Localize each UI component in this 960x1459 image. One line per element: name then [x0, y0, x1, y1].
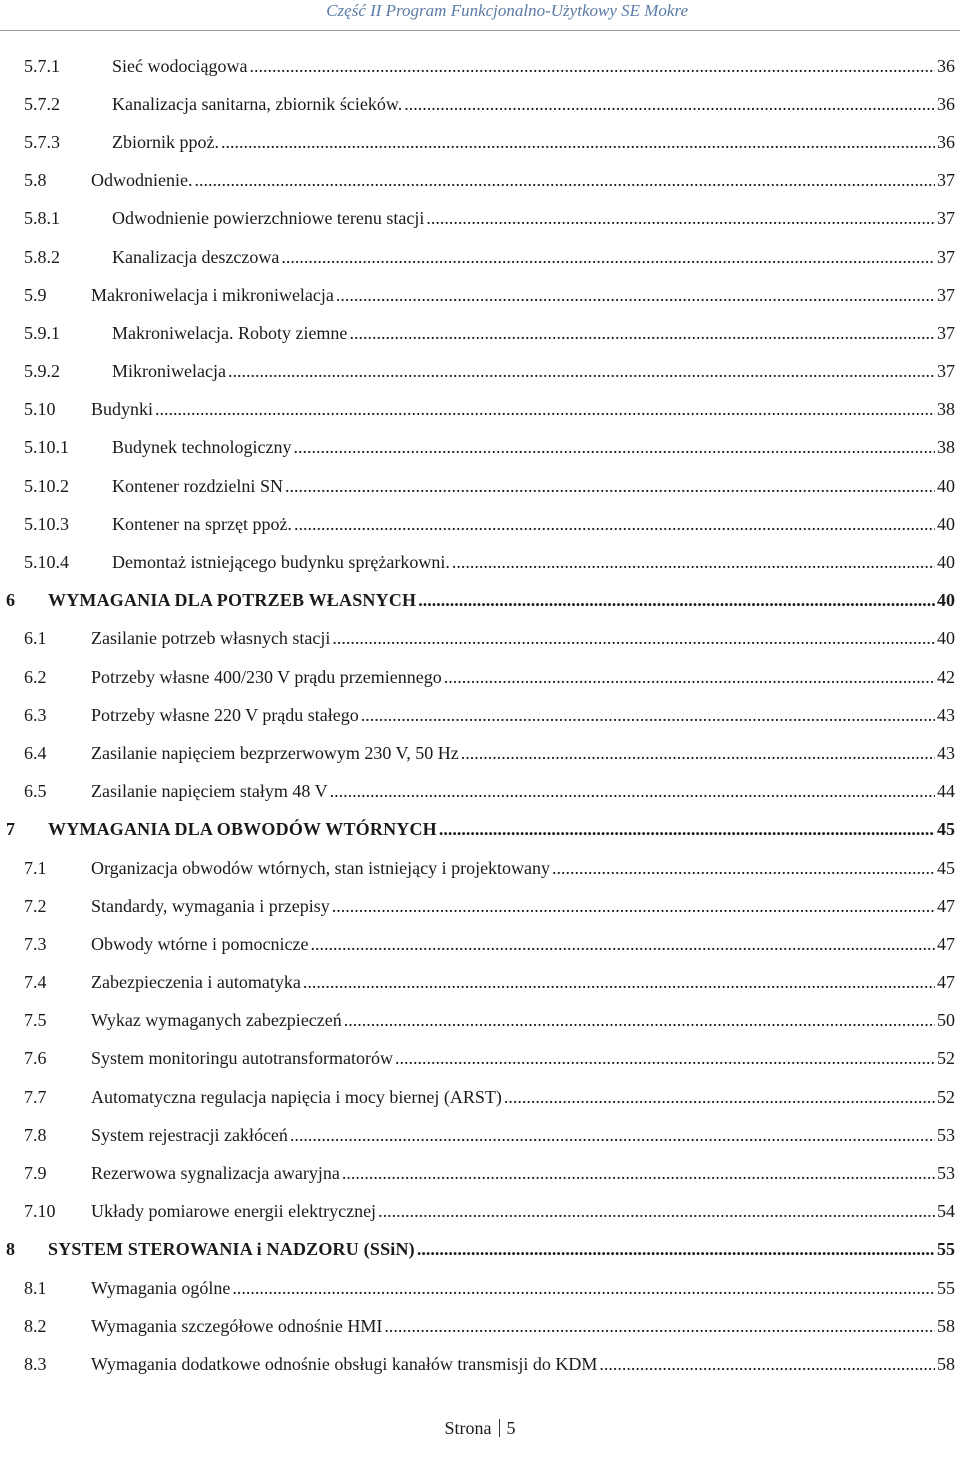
toc-entry-line	[112, 361, 955, 382]
toc-entry-title[interactable]: Kontener rozdzielni SN	[112, 475, 283, 496]
toc-entry-line	[112, 514, 955, 535]
toc-entry-line	[91, 1201, 955, 1222]
toc-entry[interactable]	[0, 1345, 960, 1383]
dot-leader	[285, 476, 935, 497]
toc-entry[interactable]	[0, 467, 960, 505]
toc-entry-line	[48, 819, 955, 840]
toc-entry-title[interactable]: Zasilanie potrzeb własnych stacji	[91, 628, 331, 649]
toc-entry-line	[91, 667, 955, 688]
dot-leader	[228, 361, 935, 382]
dot-leader	[303, 972, 935, 993]
toc-entry-number: 7.7	[24, 1086, 47, 1107]
toc-entry[interactable]	[0, 849, 960, 887]
toc-entry-title[interactable]: Potrzeby własne 400/230 V prądu przemiennego	[91, 666, 442, 687]
footer-separator	[499, 1419, 500, 1437]
toc-entry-page: 40	[937, 590, 955, 611]
dot-leader	[504, 1087, 935, 1108]
dot-leader	[361, 705, 935, 726]
toc-entry-page: 40	[937, 475, 955, 496]
toc-entry-title[interactable]: Obwody wtórne i pomocnicze	[91, 933, 309, 954]
toc-entry-page: 43	[937, 704, 955, 725]
toc-entry-number: 5.10.2	[24, 475, 69, 496]
toc-entry-page: 58	[937, 1353, 955, 1374]
dot-leader	[444, 667, 935, 688]
toc-entry-title[interactable]: Standardy, wymagania i przepisy	[91, 895, 330, 916]
toc-entry-number: 7.1	[24, 857, 47, 878]
toc-entry[interactable]	[0, 582, 960, 620]
dot-leader	[332, 628, 935, 649]
toc-entry-title[interactable]: Zasilanie napięciem bezprzerwowym 230 V, 50 Hz	[91, 742, 459, 763]
toc-entry[interactable]	[0, 620, 960, 658]
toc-entry-page: 37	[937, 322, 955, 343]
toc-entry-line	[112, 132, 955, 153]
footer-label: Strona	[444, 1418, 492, 1438]
toc-entry[interactable]	[0, 1116, 960, 1154]
dot-leader	[294, 514, 935, 535]
toc-entry-title[interactable]: System rejestracji zakłóceń	[91, 1124, 288, 1145]
toc-entry-number: 7.8	[24, 1124, 47, 1145]
toc-entry-title[interactable]: Zbiornik ppoż.	[112, 131, 219, 152]
toc-entry[interactable]	[0, 658, 960, 696]
toc-entry-number: 5.9.2	[24, 361, 60, 382]
toc-entry[interactable]	[0, 773, 960, 811]
toc-entry-page: 37	[937, 361, 955, 382]
toc-entry-title[interactable]: Kontener na sprzęt ppoż.	[112, 513, 292, 534]
toc-entry-title[interactable]: Odwodnienie.	[91, 170, 193, 191]
toc-entry-number: 5.7.1	[24, 55, 60, 76]
toc-entry-line	[91, 934, 955, 955]
toc-entry-number: 7.10	[24, 1201, 56, 1222]
toc-entry-number: 7.2	[24, 895, 47, 916]
toc-entry-line	[112, 476, 955, 497]
toc-entry-line	[91, 1087, 955, 1108]
toc-entry-line	[91, 1125, 955, 1146]
toc-entry-line	[91, 628, 955, 649]
dot-leader	[330, 781, 935, 802]
toc-entry-line	[91, 972, 955, 993]
toc-entry-title[interactable]: Zabezpieczenia i automatyka	[91, 972, 301, 993]
toc-entry-page: 40	[937, 513, 955, 534]
dot-leader	[384, 1316, 935, 1337]
toc-entry-number: 6.5	[24, 781, 47, 802]
toc-entry-number: 8.2	[24, 1315, 47, 1336]
toc-entry[interactable]	[0, 734, 960, 772]
toc-entry-page: 54	[937, 1201, 955, 1222]
toc-entry-page: 40	[937, 628, 955, 649]
toc-entry-number: 5.8.2	[24, 246, 60, 267]
document-title: Część II Program Funkcjonalno-Użytkowy SE Mokre	[326, 1, 688, 20]
toc-entry-title[interactable]: Makroniwelacja. Roboty ziemne	[112, 322, 348, 343]
dot-leader	[439, 819, 935, 840]
toc-entry-number: 7	[6, 819, 15, 840]
toc-entry-number: 7.9	[24, 1163, 47, 1184]
dot-leader	[342, 1163, 935, 1184]
toc-entry-number: 7.6	[24, 1048, 47, 1069]
toc-entry-page: 53	[937, 1124, 955, 1145]
toc-entry-number: 8.1	[24, 1277, 47, 1298]
toc-entry-page: 36	[937, 55, 955, 76]
toc-entry-number: 5.10	[24, 399, 56, 420]
toc-entry[interactable]	[0, 1269, 960, 1307]
toc-entry-page: 55	[937, 1277, 955, 1298]
toc-entry[interactable]	[0, 1193, 960, 1231]
toc-entry-page: 55	[937, 1239, 955, 1260]
dot-leader	[418, 590, 935, 611]
toc-entry-number: 5.10.3	[24, 513, 69, 534]
dot-leader	[599, 1354, 935, 1375]
toc-entry-line	[91, 1048, 955, 1069]
toc-entry-page: 44	[937, 781, 955, 802]
toc-entry[interactable]	[0, 1231, 960, 1269]
toc-entry-number: 5.10.4	[24, 552, 69, 573]
toc-entry[interactable]	[0, 391, 960, 429]
toc-entry[interactable]	[0, 696, 960, 734]
toc-entry-number: 8	[6, 1239, 15, 1260]
dot-leader	[221, 132, 935, 153]
toc-entry-number: 8.3	[24, 1353, 47, 1374]
toc-entry[interactable]	[0, 1307, 960, 1345]
dot-leader	[310, 934, 935, 955]
toc-entry-title[interactable]: Wykaz wymaganych zabezpieczeń	[91, 1010, 342, 1031]
toc-entry-page: 37	[937, 246, 955, 267]
toc-entry-line	[91, 743, 955, 764]
toc-entry-number: 6.4	[24, 742, 47, 763]
dot-leader	[378, 1201, 935, 1222]
toc-entry-number: 5.8.1	[24, 208, 60, 229]
toc-entry-title[interactable]: Wymagania ogólne	[91, 1277, 231, 1298]
toc-entry-page: 38	[937, 437, 955, 458]
toc-entry-number: 6	[6, 590, 15, 611]
toc-entry-line	[112, 323, 955, 344]
toc-entry-page: 47	[937, 895, 955, 916]
toc-entry-page: 36	[937, 131, 955, 152]
toc-entry-title[interactable]: Budynek technologiczny	[112, 437, 292, 458]
toc-entry-line	[91, 1278, 955, 1299]
toc-entry-number: 6.2	[24, 666, 47, 687]
toc-entry-page: 58	[937, 1315, 955, 1336]
toc-entry[interactable]	[0, 505, 960, 543]
toc-entry-page: 40	[937, 552, 955, 573]
dot-leader	[194, 170, 935, 191]
toc-entry-number: 5.9.1	[24, 322, 60, 343]
toc-entry-title[interactable]: Mikroniwelacja	[112, 361, 226, 382]
toc-entry-title[interactable]: Kanalizacja sanitarna, zbiornik ścieków.	[112, 93, 403, 114]
toc-entry[interactable]	[0, 162, 960, 200]
toc-entry-line	[91, 1316, 955, 1337]
toc-entry[interactable]	[0, 925, 960, 963]
toc-entry-title[interactable]: Budynki	[91, 399, 154, 420]
dot-leader	[344, 1010, 935, 1031]
toc-entry-title[interactable]: System monitoringu autotransformatorów	[91, 1048, 393, 1069]
page-footer	[0, 1418, 960, 1439]
toc-entry-page: 42	[937, 666, 955, 687]
toc-entry-line	[112, 247, 955, 268]
toc-entry-title[interactable]: Układy pomiarowe energii elektrycznej	[91, 1201, 377, 1222]
toc-entry[interactable]	[0, 887, 960, 925]
toc-entry-page: 37	[937, 170, 955, 191]
toc-entry-line	[112, 56, 955, 77]
toc-entry-number: 6.3	[24, 704, 47, 725]
toc-entry[interactable]	[0, 1040, 960, 1078]
toc-entry[interactable]	[0, 200, 960, 238]
toc-entry-page: 43	[937, 742, 955, 763]
toc-entry-page: 36	[937, 93, 955, 114]
dot-leader	[426, 208, 935, 229]
toc-entry[interactable]	[0, 811, 960, 849]
toc-entry-line	[91, 896, 955, 917]
table-of-contents	[0, 47, 960, 1384]
dot-leader	[281, 247, 935, 268]
toc-entry-line	[91, 858, 955, 879]
dot-leader	[290, 1125, 935, 1146]
toc-entry-line	[112, 552, 955, 573]
toc-entry-page: 47	[937, 933, 955, 954]
dot-leader	[349, 323, 935, 344]
toc-entry-page: 45	[937, 819, 955, 840]
page-header	[0, 0, 960, 31]
dot-leader	[417, 1239, 935, 1260]
toc-entry-page: 37	[937, 208, 955, 229]
toc-entry[interactable]	[0, 429, 960, 467]
toc-entry-number: 7.4	[24, 972, 47, 993]
toc-entry-title[interactable]: Zasilanie napięciem stałym 48 V	[91, 781, 328, 802]
dot-leader	[232, 1278, 935, 1299]
toc-entry-line	[48, 590, 955, 611]
toc-entry[interactable]	[0, 1002, 960, 1040]
toc-entry-number: 5.7.3	[24, 131, 60, 152]
toc-entry[interactable]	[0, 123, 960, 161]
toc-entry-line	[91, 781, 955, 802]
toc-entry[interactable]	[0, 238, 960, 276]
dot-leader	[249, 56, 935, 77]
dot-leader	[452, 552, 935, 573]
toc-entry-page: 38	[937, 399, 955, 420]
toc-entry-line	[112, 208, 955, 229]
toc-entry-line	[91, 705, 955, 726]
toc-entry-title[interactable]: Sieć wodociągowa	[112, 55, 248, 76]
toc-entry[interactable]	[0, 1154, 960, 1192]
toc-entry-title[interactable]: WYMAGANIA DLA POTRZEB WŁASNYCH	[48, 590, 417, 611]
toc-entry-title[interactable]: Rezerwowa sygnalizacja awaryjna	[91, 1163, 340, 1184]
toc-entry-number: 5.7.2	[24, 93, 60, 114]
toc-entry-page: 53	[937, 1163, 955, 1184]
dot-leader	[336, 285, 935, 306]
dot-leader	[155, 399, 935, 420]
toc-entry-page: 37	[937, 284, 955, 305]
dot-leader	[332, 896, 935, 917]
dot-leader	[552, 858, 935, 879]
toc-entry-number: 5.8	[24, 170, 47, 191]
toc-entry[interactable]	[0, 964, 960, 1002]
toc-entry[interactable]	[0, 543, 960, 581]
toc-entry[interactable]	[0, 47, 960, 85]
toc-entry-title[interactable]: Automatyczna regulacja napięcia i mocy biernej (ARST)	[91, 1086, 502, 1107]
dot-leader	[404, 94, 935, 115]
toc-entry-line	[91, 1010, 955, 1031]
toc-entry-line	[91, 1354, 955, 1375]
toc-entry-page: 47	[937, 972, 955, 993]
toc-entry[interactable]	[0, 85, 960, 123]
toc-entry-page: 50	[937, 1010, 955, 1031]
toc-entry[interactable]	[0, 1078, 960, 1116]
toc-entry-title[interactable]: Organizacja obwodów wtórnych, stan istniejący i projektowany	[91, 857, 551, 878]
toc-entry-number: 7.5	[24, 1010, 47, 1031]
toc-entry-number: 6.1	[24, 628, 47, 649]
toc-entry-page: 52	[937, 1048, 955, 1069]
toc-entry[interactable]	[0, 276, 960, 314]
toc-entry-page: 45	[937, 857, 955, 878]
footer-page-number: 5	[506, 1418, 516, 1438]
toc-entry-number: 7.3	[24, 933, 47, 954]
toc-entry-title[interactable]: Potrzeby własne 220 V prądu stałego	[91, 704, 359, 725]
toc-entry-title[interactable]: WYMAGANIA DLA OBWODÓW WTÓRNYCH	[48, 819, 437, 840]
toc-entry[interactable]	[0, 353, 960, 391]
toc-entry-title[interactable]: Wymagania szczegółowe odnośnie HMI	[91, 1315, 383, 1336]
toc-entry-page: 52	[937, 1086, 955, 1107]
toc-entry-title[interactable]: Kanalizacja deszczowa	[112, 246, 280, 267]
toc-entry-line	[112, 94, 955, 115]
toc-entry-title[interactable]: Makroniwelacja i mikroniwelacja	[91, 284, 334, 305]
toc-entry-title[interactable]: SYSTEM STEROWANIA i NADZORU (SSiN)	[48, 1239, 415, 1260]
toc-entry-line	[91, 1163, 955, 1184]
toc-entry-number: 5.9	[24, 284, 47, 305]
dot-leader	[293, 437, 935, 458]
dot-leader	[395, 1048, 935, 1069]
dot-leader	[461, 743, 935, 764]
toc-entry-title[interactable]: Demontaż istniejącego budynku sprężarkowni.	[112, 552, 450, 573]
toc-entry-line	[91, 170, 955, 191]
toc-entry-title[interactable]: Wymagania dodatkowe odnośnie obsługi kanałów transmisji do KDM	[91, 1353, 598, 1374]
toc-entry-line	[112, 437, 955, 458]
toc-entry-title[interactable]: Odwodnienie powierzchniowe terenu stacji	[112, 208, 425, 229]
toc-entry-line	[48, 1239, 955, 1260]
toc-entry-line	[91, 285, 955, 306]
toc-entry-line	[91, 399, 955, 420]
toc-entry[interactable]	[0, 314, 960, 352]
toc-entry-number: 5.10.1	[24, 437, 69, 458]
